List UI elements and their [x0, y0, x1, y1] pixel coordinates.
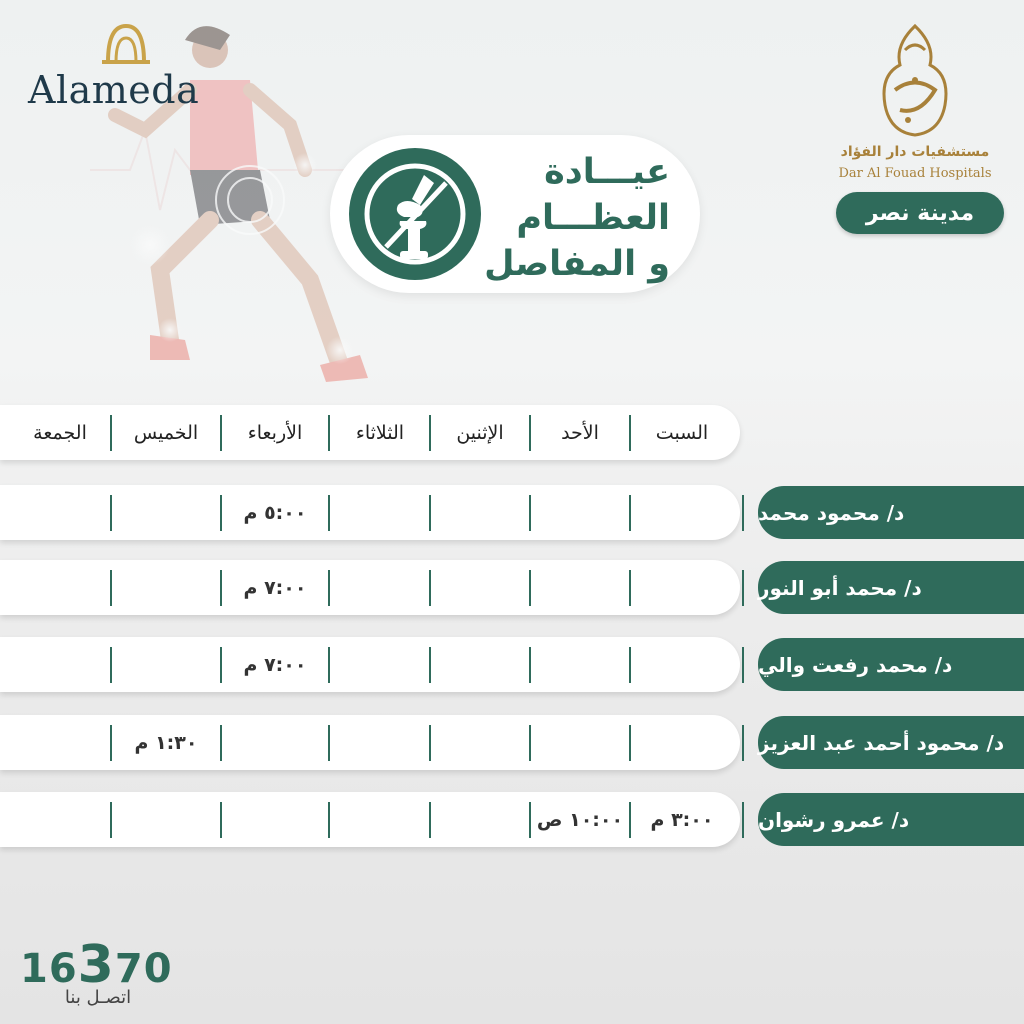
column-divider — [529, 802, 531, 838]
slot-sunday — [531, 715, 629, 770]
column-divider — [328, 415, 330, 451]
column-divider — [220, 415, 222, 451]
clinic-title-line3: و المفاصل — [484, 244, 670, 284]
slot-friday — [10, 792, 110, 847]
row-separator — [742, 802, 744, 838]
doctor-schedule-row — [0, 485, 740, 540]
column-divider — [529, 495, 531, 531]
doctor-schedule-row — [0, 792, 740, 847]
row-separator — [742, 647, 744, 683]
slot-thursday — [112, 792, 220, 847]
hotline-number — [20, 935, 173, 995]
clinic-title-line1: عيـــادة — [544, 152, 670, 192]
alameda-wordmark: Alameda — [28, 68, 200, 112]
slot-saturday — [632, 715, 732, 770]
column-divider — [328, 802, 330, 838]
column-divider — [629, 802, 631, 838]
slot-wednesday — [222, 715, 328, 770]
hotline-label: اتصـل بنا — [64, 987, 132, 1008]
day-monday: الإثنين — [456, 421, 504, 444]
hotline-number-part1: 16 — [20, 946, 78, 992]
column-divider — [629, 647, 631, 683]
column-divider — [220, 570, 222, 606]
slot-friday — [10, 485, 110, 540]
doctor-name: د/ محمد أبو النور — [758, 561, 1024, 614]
hotline — [20, 935, 173, 1015]
column-divider — [220, 802, 222, 838]
doctor-name: د/ محمود أحمد عبد العزيز — [758, 716, 1024, 769]
row-separator — [742, 495, 744, 531]
hotline-number-part3: 70 — [114, 946, 173, 992]
slot-thursday — [112, 485, 220, 540]
dar-al-fouad-calligraphy-icon — [860, 20, 970, 140]
slot-friday — [10, 715, 110, 770]
slot-wednesday — [222, 792, 328, 847]
slot-saturday — [632, 560, 732, 615]
slot-wednesday: ٧:٠٠ م — [243, 576, 307, 599]
slot-sunday — [531, 485, 629, 540]
column-divider — [629, 570, 631, 606]
column-divider — [110, 802, 112, 838]
column-divider — [529, 415, 531, 451]
doctor-schedule-row — [0, 637, 740, 692]
slot-tuesday — [331, 715, 429, 770]
slot-sunday — [531, 560, 629, 615]
column-divider — [429, 725, 431, 761]
day-tuesday: الثلاثاء — [355, 421, 405, 444]
column-divider — [110, 495, 112, 531]
column-divider — [429, 415, 431, 451]
slot-tuesday — [331, 792, 429, 847]
column-divider — [110, 647, 112, 683]
dar-al-fouad-logo — [820, 20, 1010, 190]
day-friday: الجمعة — [33, 421, 87, 444]
column-divider — [220, 725, 222, 761]
slot-saturday — [632, 637, 732, 692]
slot-wednesday: ٧:٠٠ م — [243, 653, 307, 676]
column-divider — [110, 570, 112, 606]
column-divider — [328, 570, 330, 606]
column-divider — [328, 725, 330, 761]
column-divider — [529, 570, 531, 606]
hospital-name-arabic: مستشفيات دار الفؤاد — [840, 144, 990, 160]
clinic-title-line2: العظـــام — [516, 198, 670, 238]
slot-sunday: ١٠:٠٠ ص — [536, 808, 624, 831]
slot-thursday: ١:٣٠ م — [134, 731, 198, 754]
column-divider — [529, 647, 531, 683]
slot-monday — [431, 560, 529, 615]
doctor-schedule-row — [0, 560, 740, 615]
column-divider — [110, 725, 112, 761]
alameda-logo — [28, 18, 228, 118]
column-divider — [220, 495, 222, 531]
branch-badge: مدينة نصر — [836, 192, 1004, 234]
column-divider — [429, 647, 431, 683]
hospital-name-english: Dar Al Fouad Hospitals — [838, 166, 992, 181]
column-divider — [328, 495, 330, 531]
slot-saturday: ٣:٠٠ م — [650, 808, 714, 831]
slot-monday — [431, 637, 529, 692]
day-sunday: الأحد — [561, 421, 599, 444]
column-divider — [429, 570, 431, 606]
doctor-schedule-row — [0, 715, 740, 770]
slot-monday — [431, 792, 529, 847]
column-divider — [629, 725, 631, 761]
column-divider — [220, 647, 222, 683]
slot-friday — [10, 637, 110, 692]
slot-friday — [10, 560, 110, 615]
slot-wednesday: ٥:٠٠ م — [243, 501, 307, 524]
day-wednesday: الأربعاء — [247, 421, 303, 444]
doctor-name: د/ محمد رفعت والي — [758, 638, 1024, 691]
column-divider — [529, 725, 531, 761]
clinic-title — [460, 149, 670, 287]
column-divider — [328, 647, 330, 683]
slot-monday — [431, 485, 529, 540]
slot-tuesday — [331, 637, 429, 692]
slot-thursday — [112, 637, 220, 692]
clinic-title-card — [330, 135, 700, 293]
slot-sunday — [531, 637, 629, 692]
slot-tuesday — [331, 485, 429, 540]
column-divider — [629, 415, 631, 451]
day-thursday: الخميس — [133, 421, 199, 444]
slot-tuesday — [331, 560, 429, 615]
column-divider — [429, 495, 431, 531]
alameda-mark-icon — [98, 18, 154, 68]
slot-thursday — [112, 560, 220, 615]
doctor-name: د/ محمود محمد — [758, 486, 1024, 539]
column-divider — [110, 415, 112, 451]
column-divider — [629, 495, 631, 531]
row-separator — [742, 725, 744, 761]
slot-saturday — [632, 485, 732, 540]
doctor-name: د/ عمرو رشوان — [758, 793, 1024, 846]
hotline-number-part2: 3 — [77, 935, 115, 995]
row-separator — [742, 570, 744, 606]
column-divider — [429, 802, 431, 838]
slot-monday — [431, 715, 529, 770]
days-header-row — [0, 405, 740, 460]
day-saturday: السبت — [655, 421, 709, 444]
